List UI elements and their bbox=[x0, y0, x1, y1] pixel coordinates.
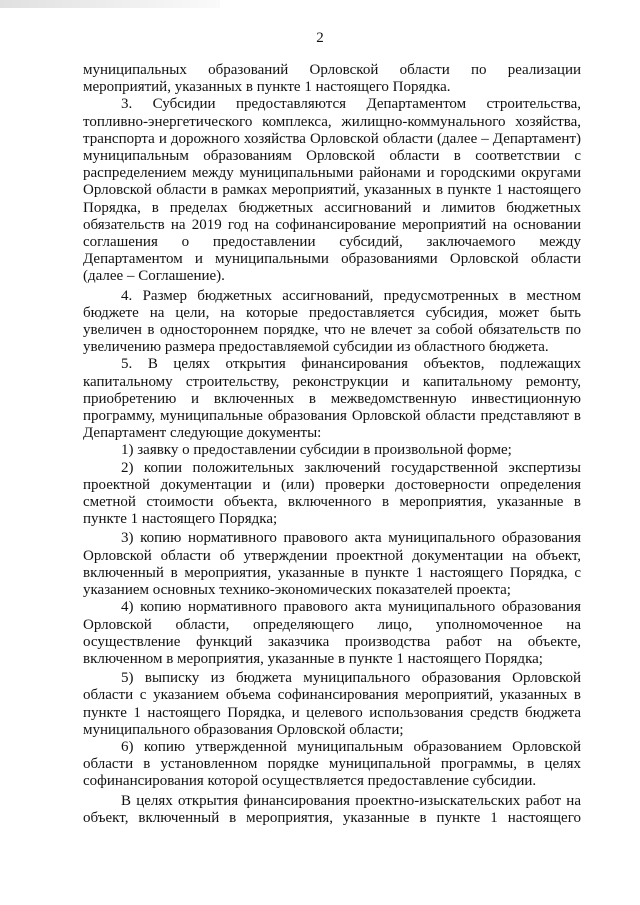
scan-artifact bbox=[0, 0, 220, 8]
document-body bbox=[83, 62, 581, 844]
list-item-5: 5) выписку из бюджета муниципального образования Орловской области с указанием объема софинансирования мероприятий, указанных в пункте 1 настоящего Порядка, и целевого использования средств бюджета муниципального образования Орловской области; bbox=[83, 670, 581, 738]
list-item-1: 1) заявку о предоставлении субсидии в произвольной форме; bbox=[121, 442, 512, 459]
paragraph-item-5: 5. В целях открытия финансирования объектов, подлежащих капитальному строительству, реконструкции и капитальному ремонту, приобретению и включенных в межведомственную инвестиционную программу, муниципальные образования Орловской области представляют в Департамент следующие документы: bbox=[83, 356, 581, 442]
list-item-3: 3) копию нормативного правового акта муниципального образования Орловской области об утверждении проектной документации на объект, включенный в мероприятия, указанные в пункте 1 настоящего Порядка, с указанием основных технико-экономических показателей проекта; bbox=[83, 530, 581, 599]
list-item-6: 6) копию утвержденной муниципальным образованием Орловской области в установленном порядке муниципальной программы, в целях софинансирования которой осуществляется предоставление субсидии. bbox=[83, 738, 581, 790]
paragraph-item-4: 4. Размер бюджетных ассигнований, предусмотренных в местном бюджете на цели, на которые предоставляется субсидия, может быть увеличен в одностороннем порядке, что не влечет за собой обязательств по увеличению размера предоставляемой субсидии из областного бюджета. bbox=[83, 287, 581, 356]
paragraph-item-3: 3. Субсидии предоставляются Департаментом строительства, топливно-энергетического комплекса, жилищно-коммунального хозяйства, транспорта и дорожного хозяйства Орловской области (далее – Департамент) муниципальным образованиям Орловской области в соответствии с распределением между муниципальными районами и городскими округами Орловской области в рамках мероприятий, указанных в пункте 1 настоящего Порядка, в пределах бюджетных ассигнований и лимитов бюджетных обязательств на 2019 год на софинансирование мероприятий на основании соглашения о предоставлении субсидий, заключаемого между Департаментом и муниципальными образованиями Орловской области (далее – Соглашение). bbox=[83, 96, 581, 285]
paragraph-continuation: муниципальных образований Орловской области по реализации мероприятий, указанных в пункте 1 настоящего Порядка. bbox=[83, 62, 581, 96]
page-number: 2 bbox=[316, 30, 324, 46]
list-item-2: 2) копии положительных заключений государственной экспертизы проектной документации и (или) проверки достоверности определения сметной стоимости объекта, включенного в мероприятия, указанные в пункте 1 настоящего Порядка; bbox=[83, 459, 581, 528]
paragraph-design-works: В целях открытия финансирования проектно-изыскательских работ на объект, включенный в мероприятия, указанные в пункте 1 настоящего bbox=[83, 792, 581, 826]
list-item-4: 4) копию нормативного правового акта муниципального образования Орловской области, определяющего лицо, уполномоченное на осуществление функций заказчика производства работ на объекте, включенном в мероприятия, указанные в пункте 1 настоящего Порядка; bbox=[83, 599, 581, 667]
